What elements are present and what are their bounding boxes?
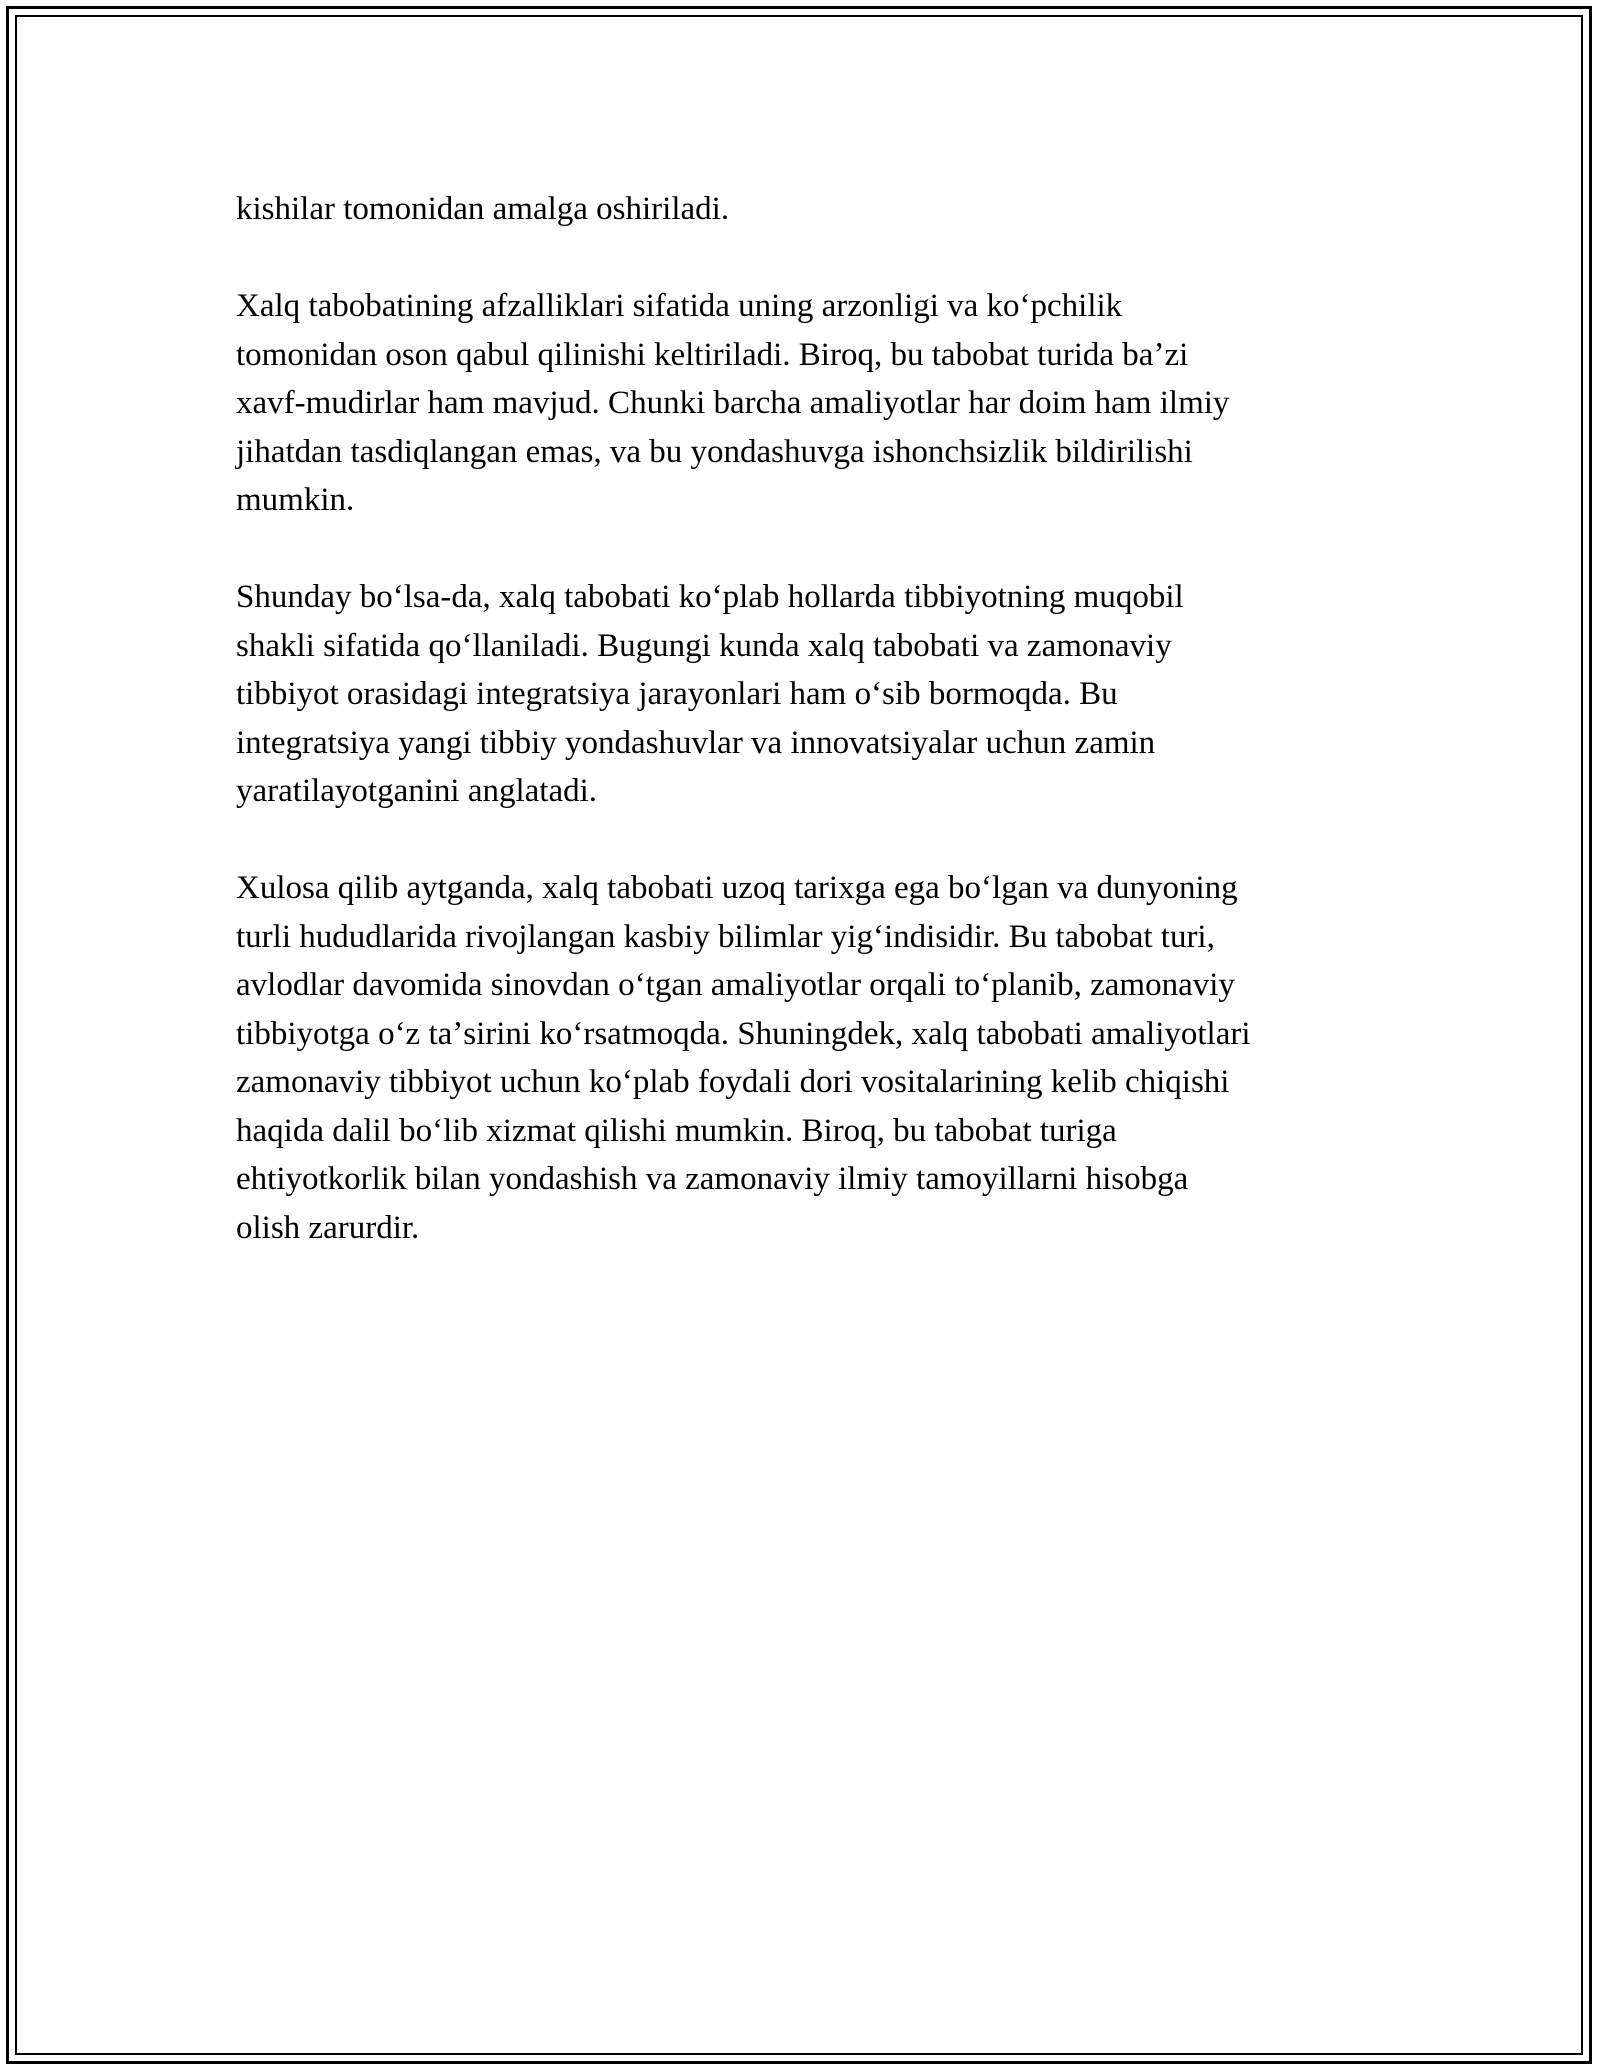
text-line: xavf-mudirlar ham mavjud. Chunki barcha amaliyotlar har doim ham ilmiy xyxy=(236,385,1230,421)
paragraph-2 xyxy=(236,282,1376,525)
text-line: tomonidan oson qabul qilinishi keltiriladi. Biroq, bu tabobat turida baʼzi xyxy=(236,336,1189,373)
text-line: zamonaviy tibbiyot uchun koʻplab foydali dori vositalarining kelib chiqishi xyxy=(236,1064,1230,1100)
text-line: shakli sifatida qoʻllaniladi. Bugungi kunda xalq tabobati va zamonaviy xyxy=(236,627,1172,664)
paragraph-4 xyxy=(236,864,1376,1252)
text-line: Xulosa qilib aytganda, xalq tabobati uzoq tarixga ega boʻlgan va dunyoning xyxy=(236,870,1238,906)
text-line: mumkin. xyxy=(236,482,355,518)
paragraph-1 xyxy=(236,185,1376,234)
text-line: haqida dalil boʻlib xizmat qilishi mumkin. Biroq, bu tabobat turiga xyxy=(236,1112,1117,1149)
text-line: olish zarurdir. xyxy=(236,1209,420,1246)
text-line: Xalq tabobatining afzalliklari sifatida uning arzonligi va koʻpchilik xyxy=(236,288,1123,324)
text-line: tibbiyotga oʻz taʼsirini koʻrsatmoqda. Shuningdek, xalq tabobati amaliyotlari xyxy=(236,1015,1251,1052)
text-line: integratsiya yangi tibbiy yondashuvlar va innovatsiyalar uchun zamin xyxy=(236,724,1156,761)
text-line: jihatdan tasdiqlangan emas, va bu yondashuvga ishonchsizlik bildirilishi xyxy=(236,433,1193,470)
text-line: tibbiyot orasidagi integratsiya jarayonlari ham oʻsib bormoqda. Bu xyxy=(236,676,1118,712)
text-line: Shunday boʻlsa-da, xalq tabobati koʻplab hollarda tibbiyotning muqobil xyxy=(236,579,1184,615)
text-line: yaratilayotganini anglatadi. xyxy=(236,773,598,809)
text-line: avlodlar davomida sinovdan oʻtgan amaliyotlar orqali toʻplanib, zamonaviy xyxy=(236,967,1235,1003)
document-body xyxy=(236,185,1376,1301)
text-line: kishilar tomonidan amalga oshiriladi. xyxy=(236,191,730,227)
paragraph-3 xyxy=(236,573,1376,816)
text-line: ehtiyotkorlik bilan yondashish va zamonaviy ilmiy tamoyillarni hisobga xyxy=(236,1161,1189,1197)
text-line: turli hududlarida rivojlangan kasbiy bilimlar yigʻindisidir. Bu tabobat turi, xyxy=(236,918,1215,955)
